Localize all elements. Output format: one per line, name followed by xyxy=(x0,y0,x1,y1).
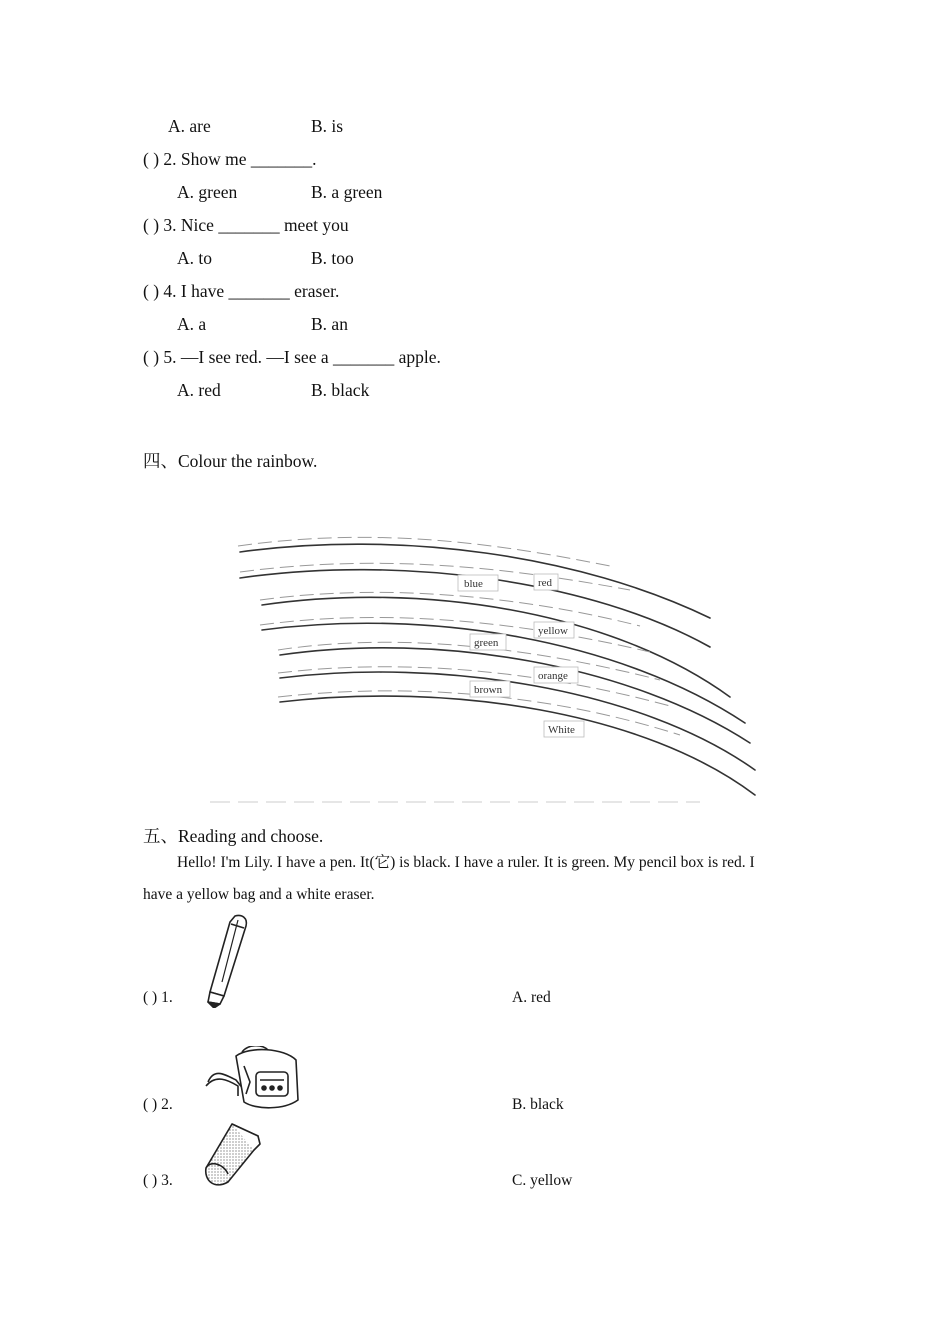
item-2-answer: B. black xyxy=(512,1096,564,1113)
item-2-label: ( ) 2. xyxy=(143,1096,173,1113)
q2-option-a: A. green xyxy=(177,182,238,202)
label-white: White xyxy=(548,724,575,736)
label-red: red xyxy=(538,577,553,589)
q4-option-b: B. an xyxy=(311,314,348,334)
q5-option-a: A. red xyxy=(177,380,221,400)
eraser-icon xyxy=(202,1120,264,1192)
passage-line-2: have a yellow bag and a white eraser. xyxy=(143,886,375,903)
q3-option-b: B. too xyxy=(311,248,354,268)
q5-option-b: B. black xyxy=(311,380,370,400)
item-3-answer: C. yellow xyxy=(512,1172,573,1189)
q2-option-b: B. a green xyxy=(311,182,383,202)
rainbow-figure xyxy=(200,530,780,810)
item-3-label: ( ) 3. xyxy=(143,1172,173,1189)
rainbow-arc xyxy=(280,672,755,770)
label-brown: brown xyxy=(474,684,503,696)
question-5-stem: ( ) 5. —I see red. —I see a _______ apple. xyxy=(143,347,441,367)
item-1-answer: A. red xyxy=(512,989,551,1006)
question-4-stem: ( ) 4. I have _______ eraser. xyxy=(143,281,340,301)
item-1-label: ( ) 1. xyxy=(143,989,173,1006)
passage-line-1: Hello! I'm Lily. I have a pen. It(它) is black. I have a ruler. It is green. My pencil box is red. I xyxy=(177,854,755,871)
backpack-icon xyxy=(204,1046,300,1112)
pen-icon xyxy=(200,912,256,1008)
label-yellow: yellow xyxy=(538,625,568,637)
q4-option-a: A. a xyxy=(177,314,207,334)
label-orange: orange xyxy=(538,670,568,682)
section-5-title: 五、Reading and choose. xyxy=(143,826,324,846)
q1-option-a: A. are xyxy=(168,116,211,136)
section-4-title: 四、Colour the rainbow. xyxy=(143,451,318,471)
rainbow-arc xyxy=(280,696,755,795)
question-3-stem: ( ) 3. Nice _______ meet you xyxy=(143,215,349,235)
q1-option-b: B. is xyxy=(311,116,344,136)
q3-option-a: A. to xyxy=(177,248,212,268)
label-green: green xyxy=(474,637,499,649)
label-blue: blue xyxy=(464,578,483,590)
question-2-stem: ( ) 2. Show me _______. xyxy=(143,149,317,169)
